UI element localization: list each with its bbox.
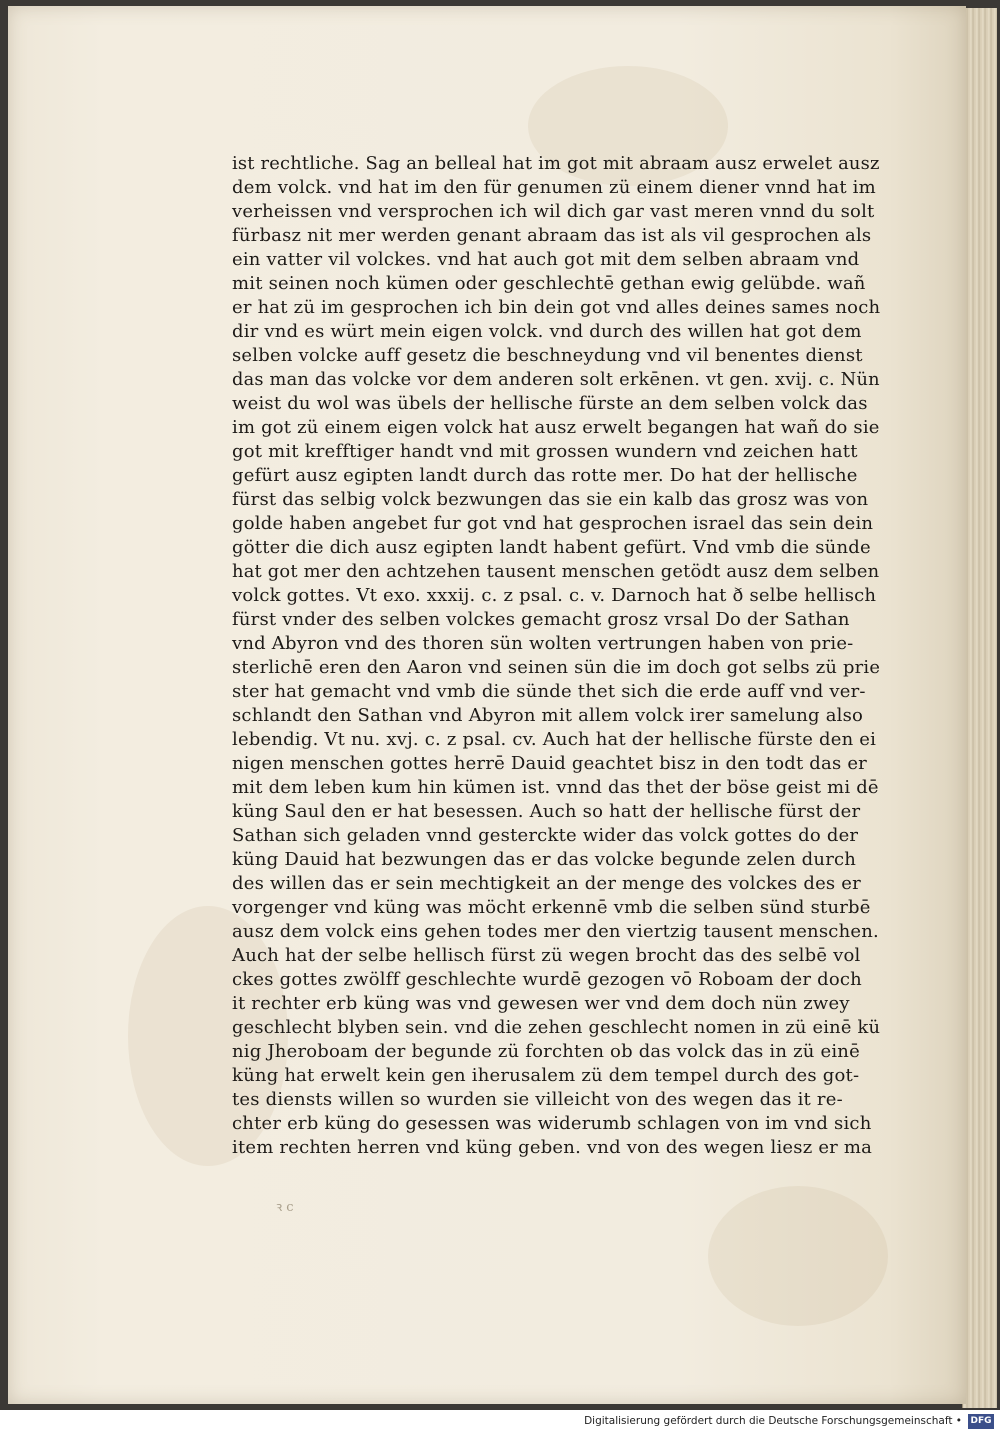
text-line: ist rechtliche. Sag an belleal hat im got mit abraam ausz erwelet ausz (232, 153, 880, 174)
page-edges (962, 8, 997, 1408)
text-line: selben volcke auff gesetz die beschneydung vnd vil benentes dienst (232, 345, 863, 366)
dfg-logo: DFG (968, 1414, 994, 1429)
text-line: küng hat erwelt kein gen iherusalem zü dem tempel durch des got- (232, 1065, 860, 1086)
text-line: Auch hat der selbe hellisch fürst zü wegen brocht das des selbē vol (232, 945, 861, 966)
text-line: hat got mer den achtzehen tausent menschen getödt ausz dem selben (232, 561, 880, 582)
text-line: götter die dich ausz egipten landt habent gefürt. Vnd vmb die sünde (232, 537, 871, 558)
text-line: das man das volcke vor dem anderen solt erkēnen. vt gen. xvij. c. Nün (232, 369, 880, 390)
text-line: volck gottes. Vt exo. xxxij. c. z psal. c. v. Darnoch hat ð selbe hellisch (232, 585, 877, 606)
text-line: geschlecht blyben sein. vnd die zehen geschlecht nomen in zü einē kü (232, 1017, 881, 1038)
text-line: ausz dem volck eins gehen todes mer den viertzig tausent menschen. (232, 921, 879, 942)
text-line: mit seinen noch kümen oder geschlechtē gethan ewig gelübde. wañ (232, 273, 866, 294)
text-line: tes diensts willen so wurden sie villeicht von des wegen das it re- (232, 1089, 843, 1110)
text-line: küng Saul den er hat besessen. Auch so hatt der hellische fürst der (232, 801, 861, 822)
text-line: mit dem leben kum hin kümen ist. vnnd das thet der böse geist mi dē (232, 777, 879, 798)
text-line: weist du wol was übels der hellische fürste an dem selben volck das (232, 393, 868, 414)
text-column (232, 152, 880, 1160)
text-line: fürst vnder des selben volckes gemacht grosz vrsal Do der Sathan (232, 609, 850, 630)
text-line: lebendig. Vt nu. xvj. c. z psal. cv. Auch hat der hellische fürste den ei (232, 729, 877, 750)
text-line: item rechten herren vnd küng geben. vnd von des wegen liesz er ma (232, 1137, 873, 1158)
text-line: ckes gottes zwölff geschlechte wurdē gezogen vō Roboam der doch (232, 969, 862, 990)
text-line: golde haben angebet fur got vnd hat gesprochen israel das sein dein (232, 513, 874, 534)
text-line: fürbasz nit mer werden genant abraam das ist als vil gesprochen als (232, 225, 872, 246)
text-line: sterlichē eren den Aaron vnd seinen sün die im doch got selbs zü prie (232, 657, 881, 678)
faint-mark: ꝛ c (276, 1200, 294, 1215)
text-line: verheissen vnd versprochen ich wil dich gar vast meren vnnd du solt (232, 201, 875, 222)
text-line: nig Jheroboam der begunde zü forchten ob das volck das in zü einē (232, 1041, 860, 1062)
text-line: it rechter erb küng was vnd gewesen wer vnd dem doch nün zwey (232, 993, 850, 1014)
text-line: ein vatter vil volckes. vnd hat auch got mit dem selben abraam vnd (232, 249, 860, 270)
text-line: fürst das selbig volck bezwungen das sie ein kalb das grosz was von (232, 489, 869, 510)
footer-credit: Digitalisierung gefördert durch die Deutsche Forschungsgemeinschaft • (584, 1415, 962, 1427)
text-line: im got zü einem eigen volck hat ausz erwelt begangen hat wañ do sie (232, 417, 880, 438)
text-line: Sathan sich geladen vnnd gesterckte wider das volck gottes do der (232, 825, 859, 846)
text-line: er hat zü im gesprochen ich bin dein got vnd alles deines sames noch (232, 297, 881, 318)
text-line: dir vnd es würt mein eigen volck. vnd durch des willen hat got dem (232, 321, 862, 342)
text-line: chter erb küng do gesessen was widerumb schlagen von im vnd sich (232, 1113, 872, 1134)
text-line: dem volck. vnd hat im den für genumen zü einem diener vnnd hat im (232, 177, 876, 198)
text-line: vorgenger vnd küng was möcht erkennē vmb die selben sünd sturbē (232, 897, 871, 918)
text-line: schlandt den Sathan vnd Abyron mit allem volck irer samelung also (232, 705, 864, 726)
text-line: des willen das er sein mechtigkeit an der menge des volckes des er (232, 873, 861, 894)
text-line: gefürt ausz egipten landt durch das rotte mer. Do hat der hellische (232, 465, 858, 486)
text-line: küng Dauid hat bezwungen das er das volcke begunde zelen durch (232, 849, 857, 870)
footer-bar (0, 1410, 1000, 1434)
text-line: ster hat gemacht vnd vmb die sünde thet sich die erde auff vnd ver- (232, 681, 866, 702)
text-line: vnd Abyron vnd des thoren sün wolten vertrungen haben von prie- (232, 633, 854, 654)
text-line: nigen menschen gottes herrē Dauid geachtet bisz in den todt das er (232, 753, 867, 774)
text-line: got mit krefftiger handt vnd mit grossen wundern vnd zeichen hatt (232, 441, 858, 462)
paper-stain (708, 1186, 888, 1326)
